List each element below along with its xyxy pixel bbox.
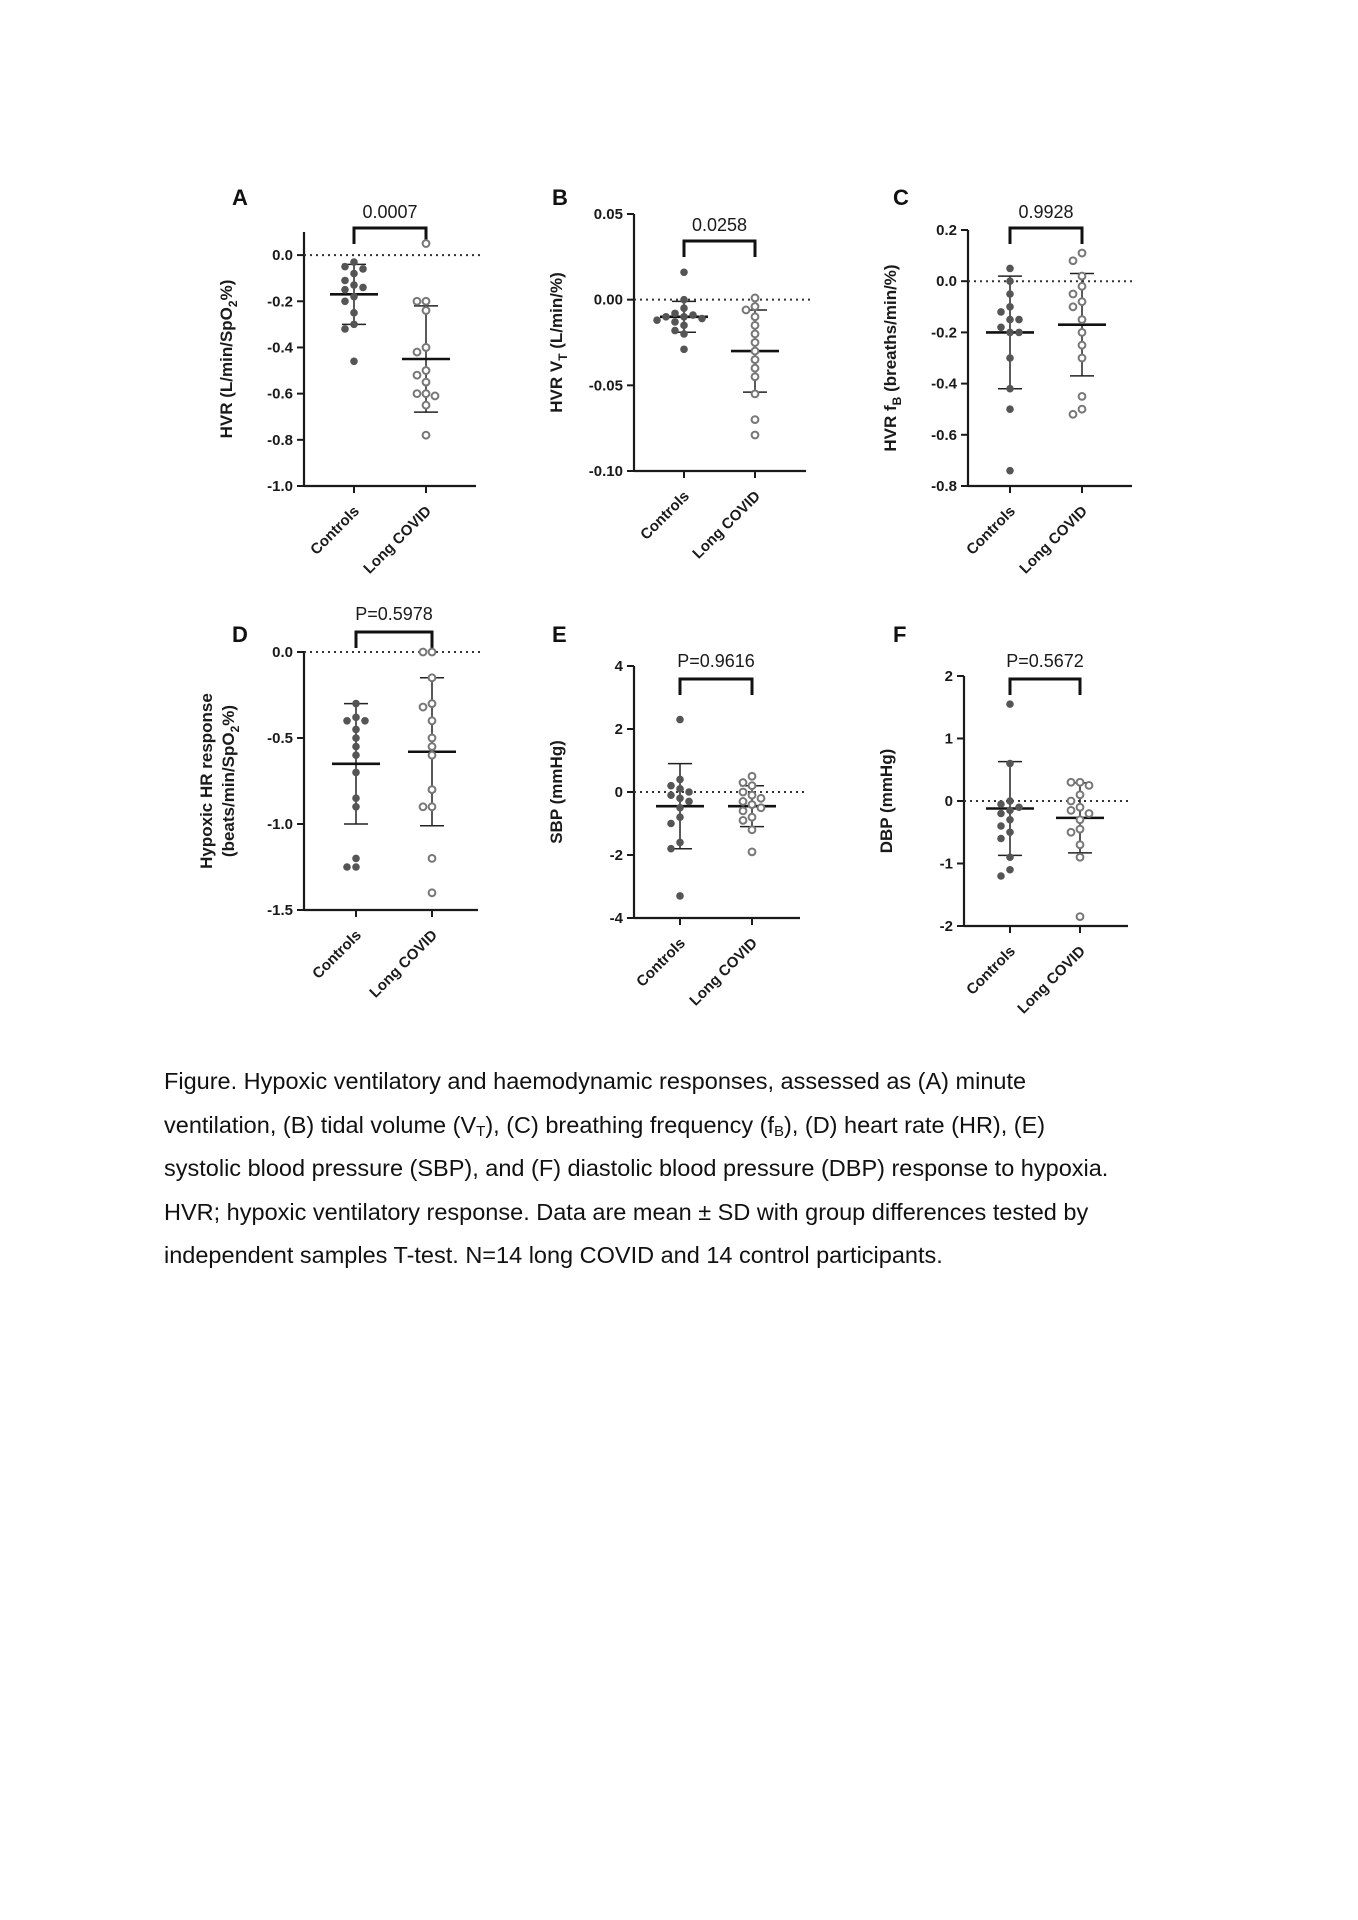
data-point-controls (653, 316, 661, 324)
y-tick-label: -1.0 (267, 816, 293, 833)
data-point-long-covid (414, 390, 421, 397)
data-point-controls (1006, 290, 1014, 298)
data-point-controls (352, 714, 360, 722)
data-point-long-covid (740, 779, 747, 786)
data-point-long-covid (1077, 841, 1084, 848)
y-axis-label (877, 749, 896, 854)
data-point-long-covid (749, 792, 756, 799)
p-value-label: 0.0007 (362, 202, 418, 222)
data-point-controls (343, 863, 351, 871)
data-point-controls (1006, 405, 1014, 413)
data-point-controls (1006, 316, 1014, 324)
data-point-long-covid (1070, 303, 1077, 310)
data-point-controls (680, 322, 688, 330)
data-point-controls (1006, 385, 1014, 393)
data-point-long-covid (752, 339, 759, 346)
data-point-controls (350, 281, 358, 289)
y-axis-label-subscript: T (556, 353, 570, 361)
y-axis-label-units (219, 705, 242, 857)
data-point-controls (1006, 467, 1014, 475)
y-tick-label: -4 (609, 910, 623, 927)
data-point-controls (676, 795, 684, 803)
y-tick-label: 0.2 (936, 222, 957, 239)
y-axis-label-subscript: 2 (226, 300, 240, 308)
y-axis-label (217, 280, 240, 439)
y-tick-label: -0.2 (931, 324, 957, 342)
data-point-controls (341, 325, 349, 333)
panel-letter-a: A (232, 185, 248, 210)
p-value-label: P=0.5978 (355, 604, 433, 624)
y-tick-label: -0.8 (267, 431, 293, 449)
significance-bracket (354, 228, 426, 244)
data-point-controls (352, 743, 360, 751)
data-point-controls (1006, 265, 1014, 273)
data-point-controls (1006, 760, 1014, 768)
caption-line-4 (164, 1191, 1204, 1235)
data-point-controls (689, 311, 697, 319)
x-category-label: Long COVID (1016, 502, 1091, 578)
data-point-controls (341, 286, 349, 294)
data-point-long-covid (752, 303, 759, 310)
data-point-long-covid (1086, 810, 1093, 817)
data-point-long-covid (414, 372, 421, 379)
data-point-long-covid (740, 789, 747, 796)
data-point-controls (685, 798, 693, 806)
p-value-label: P=0.9616 (677, 651, 755, 671)
data-point-controls (667, 791, 675, 799)
data-point-long-covid (752, 322, 759, 329)
data-point-long-covid (429, 717, 436, 724)
data-point-controls (662, 313, 670, 321)
data-point-long-covid (1079, 393, 1086, 400)
data-point-controls (359, 265, 367, 273)
x-category-label: Controls (637, 487, 693, 544)
data-point-long-covid (414, 298, 421, 305)
data-point-long-covid (420, 649, 427, 656)
panel-e (547, 622, 804, 1009)
data-point-controls (676, 716, 684, 724)
data-point-controls (352, 734, 360, 742)
data-point-controls (1006, 700, 1014, 708)
significance-bracket (1010, 228, 1082, 244)
data-point-controls (676, 892, 684, 900)
data-point-controls (352, 855, 360, 863)
data-point-long-covid (429, 735, 436, 742)
data-point-controls (997, 800, 1005, 808)
y-tick-label: 0.0 (936, 273, 957, 291)
y-tick-label: -1.0 (267, 478, 293, 495)
caption-sub-b: B (773, 1122, 784, 1140)
caption-sub-t: T (476, 1122, 486, 1140)
data-point-long-covid (420, 704, 427, 711)
data-point-long-covid (1068, 829, 1075, 836)
caption-line-5 (164, 1234, 1204, 1278)
data-point-controls (997, 323, 1005, 331)
x-category-label: Controls (963, 942, 1019, 999)
data-point-long-covid (423, 432, 430, 439)
data-point-controls (680, 346, 688, 354)
data-point-controls (676, 776, 684, 784)
data-point-long-covid (1070, 411, 1077, 418)
data-point-long-covid (749, 814, 756, 821)
data-point-long-covid (1079, 273, 1086, 280)
data-point-controls (341, 297, 349, 305)
panel-c (881, 185, 1136, 577)
data-point-long-covid (429, 803, 436, 810)
panel-f (877, 622, 1132, 1017)
data-point-controls (671, 318, 679, 326)
data-point-long-covid (740, 817, 747, 824)
x-category-label: Long COVID (1014, 942, 1089, 1018)
data-point-long-covid (752, 432, 759, 439)
data-point-controls (667, 845, 675, 853)
y-axis-label: Hypoxic HR response (197, 693, 216, 869)
panel-b (547, 185, 810, 562)
data-point-controls (680, 268, 688, 276)
data-point-long-covid (423, 379, 430, 386)
data-point-controls (352, 794, 360, 802)
data-point-long-covid (752, 356, 759, 363)
data-point-controls (997, 308, 1005, 316)
data-point-long-covid (429, 743, 436, 750)
data-point-controls (1006, 329, 1014, 337)
y-tick-label: 0.0 (272, 247, 293, 265)
data-point-long-covid (752, 313, 759, 320)
data-point-controls (343, 717, 351, 725)
data-point-long-covid (743, 307, 750, 314)
x-category-label: Long COVID (360, 502, 435, 578)
data-point-controls (1006, 277, 1014, 285)
data-point-long-covid (1079, 342, 1086, 349)
data-point-controls (350, 293, 358, 301)
caption-line-1 (164, 1060, 1204, 1104)
data-point-long-covid (1077, 779, 1084, 786)
y-tick-label: 4 (614, 658, 623, 675)
data-point-long-covid (740, 798, 747, 805)
data-point-long-covid (1068, 779, 1075, 786)
y-axis-label-part: (breaths/min/%) (881, 264, 900, 397)
data-point-controls (341, 263, 349, 271)
data-point-controls (352, 863, 360, 871)
y-axis-label-part: SBP (mmHg) (547, 740, 566, 844)
y-axis-label-part: %) (217, 279, 236, 301)
data-point-long-covid (1070, 257, 1077, 264)
y-tick-label: -1 (939, 855, 953, 873)
data-point-long-covid (1079, 298, 1086, 305)
data-point-controls (350, 270, 358, 278)
y-tick-label: 0 (944, 793, 953, 810)
data-point-long-covid (429, 674, 436, 681)
y-axis-label-part: HVR f (881, 405, 900, 452)
x-category-label: Long COVID (689, 487, 764, 563)
data-point-controls (676, 813, 684, 821)
data-point-controls (671, 327, 679, 335)
y-tick-label: -2 (939, 918, 953, 935)
data-point-controls (1006, 816, 1014, 824)
data-point-controls (1006, 853, 1014, 861)
data-point-long-covid (1077, 816, 1084, 823)
y-tick-label: -0.6 (267, 385, 293, 403)
data-point-long-covid (758, 804, 765, 811)
data-point-long-covid (1079, 250, 1086, 257)
x-category-label: Controls (309, 926, 365, 983)
data-point-long-covid (423, 390, 430, 397)
y-tick-label: -0.8 (931, 478, 957, 495)
data-point-controls (997, 810, 1005, 818)
data-point-long-covid (423, 240, 430, 247)
data-point-long-covid (429, 855, 436, 862)
data-point-long-covid (429, 700, 436, 707)
data-point-controls (352, 700, 360, 708)
data-point-long-covid (752, 416, 759, 423)
data-point-long-covid (423, 344, 430, 351)
y-tick-label: 2 (944, 668, 953, 685)
data-point-long-covid (1077, 804, 1084, 811)
y-axis-label (547, 740, 566, 844)
data-point-controls (361, 717, 369, 725)
caption-text-3: ), (C) breathing frequency (f (485, 1111, 774, 1138)
data-point-controls (1006, 807, 1014, 815)
panel-letter-c: C (893, 185, 909, 210)
data-point-controls (350, 358, 358, 366)
y-tick-label: -1.5 (267, 902, 293, 919)
panel-letter-d: D (232, 622, 248, 647)
data-point-controls (676, 804, 684, 812)
data-point-long-covid (749, 801, 756, 808)
data-point-controls (1006, 828, 1014, 836)
data-point-controls (1006, 303, 1014, 311)
panel-d (197, 604, 482, 1001)
data-point-long-covid (429, 649, 436, 656)
data-point-long-covid (752, 295, 759, 302)
panel-letter-b: B (552, 185, 568, 210)
y-tick-label: 0.00 (593, 291, 623, 309)
data-point-long-covid (423, 367, 430, 374)
data-point-long-covid (752, 348, 759, 355)
significance-bracket (684, 241, 755, 257)
data-point-controls (1006, 866, 1014, 874)
caption-text-6: HVR; hypoxic ventilatory response. Data are mean ± SD with group differences tested by (164, 1198, 1089, 1225)
y-tick-label: -0.2 (267, 293, 293, 311)
y-tick-label: 1 (944, 730, 953, 748)
y-axis-label-part: DBP (mmHg) (877, 748, 896, 854)
y-tick-label: -2 (609, 847, 623, 864)
data-point-controls (680, 313, 688, 321)
data-point-controls (997, 835, 1005, 843)
y-axis-label-part: (L/min/%) (547, 272, 566, 354)
data-point-long-covid (429, 752, 436, 759)
data-point-long-covid (749, 782, 756, 789)
x-category-label: Controls (963, 502, 1019, 559)
panel-letter-f: F (893, 622, 907, 647)
figure-caption (164, 1060, 1204, 1278)
y-axis-label-part: HVR V (547, 360, 566, 413)
data-point-long-covid (1070, 291, 1077, 298)
caption-text-5: systolic blood pressure (SBP), and (F) diastolic blood pressure (DBP) response to hypoxia. (164, 1155, 1109, 1181)
data-point-long-covid (1077, 854, 1084, 861)
data-point-controls (667, 820, 675, 828)
data-point-controls (698, 315, 706, 323)
data-point-controls (350, 309, 358, 317)
data-point-controls (350, 321, 358, 329)
data-point-controls (1015, 316, 1023, 324)
p-value-label: 0.0258 (691, 215, 748, 235)
data-point-long-covid (429, 786, 436, 793)
y-tick-label: -0.10 (588, 463, 623, 480)
data-point-controls (676, 839, 684, 847)
data-point-controls (1006, 354, 1014, 362)
y-tick-label: -0.4 (267, 339, 293, 357)
data-point-long-covid (1068, 807, 1075, 814)
significance-bracket (680, 679, 752, 695)
x-category-label: Long COVID (366, 926, 441, 1002)
data-point-long-covid (1079, 355, 1086, 362)
caption-line-3 (164, 1147, 1204, 1191)
y-tick-label: -0.6 (931, 426, 957, 444)
data-point-long-covid (752, 391, 759, 398)
data-point-controls (352, 769, 360, 777)
data-point-controls (350, 258, 358, 266)
caption-text-1: Figure. Hypoxic ventilatory and haemodynamic responses, assessed as (A) minute (164, 1068, 1027, 1094)
data-point-long-covid (1077, 913, 1084, 920)
data-point-long-covid (752, 373, 759, 380)
panel-letter-e: E (552, 622, 567, 647)
y-tick-label: -0.5 (267, 730, 293, 747)
data-point-long-covid (1079, 406, 1086, 413)
data-point-controls (341, 277, 349, 285)
y-tick-label: -0.05 (588, 377, 623, 395)
data-point-long-covid (414, 349, 421, 356)
data-point-long-covid (1077, 826, 1084, 833)
y-tick-label: 2 (614, 721, 623, 738)
data-point-long-covid (749, 773, 756, 780)
data-point-long-covid (752, 365, 759, 372)
x-category-label: Long COVID (686, 934, 761, 1010)
y-tick-label: 0.0 (272, 644, 293, 661)
data-point-controls (1015, 803, 1023, 811)
data-point-controls (352, 726, 360, 734)
data-point-controls (676, 785, 684, 793)
caption-text-4: ), (D) heart rate (HR), (E) (784, 1111, 1046, 1138)
p-value-label: P=0.5672 (1006, 651, 1084, 671)
data-point-long-covid (749, 826, 756, 833)
data-point-controls (680, 296, 688, 304)
data-point-controls (352, 751, 360, 759)
data-point-controls (667, 782, 675, 790)
data-point-long-covid (752, 331, 759, 338)
data-point-long-covid (758, 795, 765, 802)
data-point-long-covid (429, 889, 436, 896)
p-value-label: 0.9928 (1018, 202, 1074, 222)
data-point-controls (1015, 329, 1023, 337)
y-axis-label (881, 264, 904, 451)
data-point-long-covid (423, 298, 430, 305)
y-axis-label-subscript: 2 (228, 725, 242, 733)
data-point-controls (685, 788, 693, 796)
y-axis-label-part: (beats/min/SpO (219, 732, 238, 858)
data-point-controls (352, 803, 360, 811)
data-point-controls (359, 284, 367, 292)
y-axis-label-part: HVR (L/min/SpO (217, 307, 236, 439)
data-point-controls (680, 330, 688, 338)
y-tick-label: 0.05 (593, 206, 623, 223)
y-axis-label (547, 272, 570, 413)
caption-text-2: ventilation, (B) tidal volume (V (164, 1111, 477, 1138)
data-point-long-covid (423, 402, 430, 409)
y-tick-label: 0 (614, 784, 623, 801)
data-point-long-covid (432, 393, 439, 400)
data-point-controls (680, 304, 688, 312)
data-point-long-covid (740, 808, 747, 815)
caption-text-7: independent samples T-test. N=14 long COVID and 14 control participants. (164, 1242, 943, 1268)
data-point-long-covid (1068, 798, 1075, 805)
data-point-long-covid (749, 848, 756, 855)
y-tick-label: -0.4 (931, 375, 957, 393)
data-point-long-covid (1077, 791, 1084, 798)
data-point-long-covid (1079, 316, 1086, 323)
x-category-label: Controls (307, 502, 363, 559)
data-point-controls (997, 822, 1005, 830)
x-category-label: Controls (633, 934, 689, 991)
data-point-controls (997, 872, 1005, 880)
y-axis-label-part: %) (219, 704, 238, 726)
significance-bracket (1010, 679, 1080, 695)
significance-bracket (356, 632, 432, 648)
data-point-controls (1006, 797, 1014, 805)
data-point-long-covid (1079, 283, 1086, 290)
y-axis-label-subscript: B (890, 396, 904, 406)
caption-line-2 (164, 1104, 1204, 1148)
panel-a (217, 185, 480, 577)
data-point-long-covid (420, 803, 427, 810)
data-point-controls (671, 310, 679, 318)
data-point-long-covid (423, 307, 430, 314)
data-point-long-covid (1079, 329, 1086, 336)
data-point-long-covid (1086, 782, 1093, 789)
